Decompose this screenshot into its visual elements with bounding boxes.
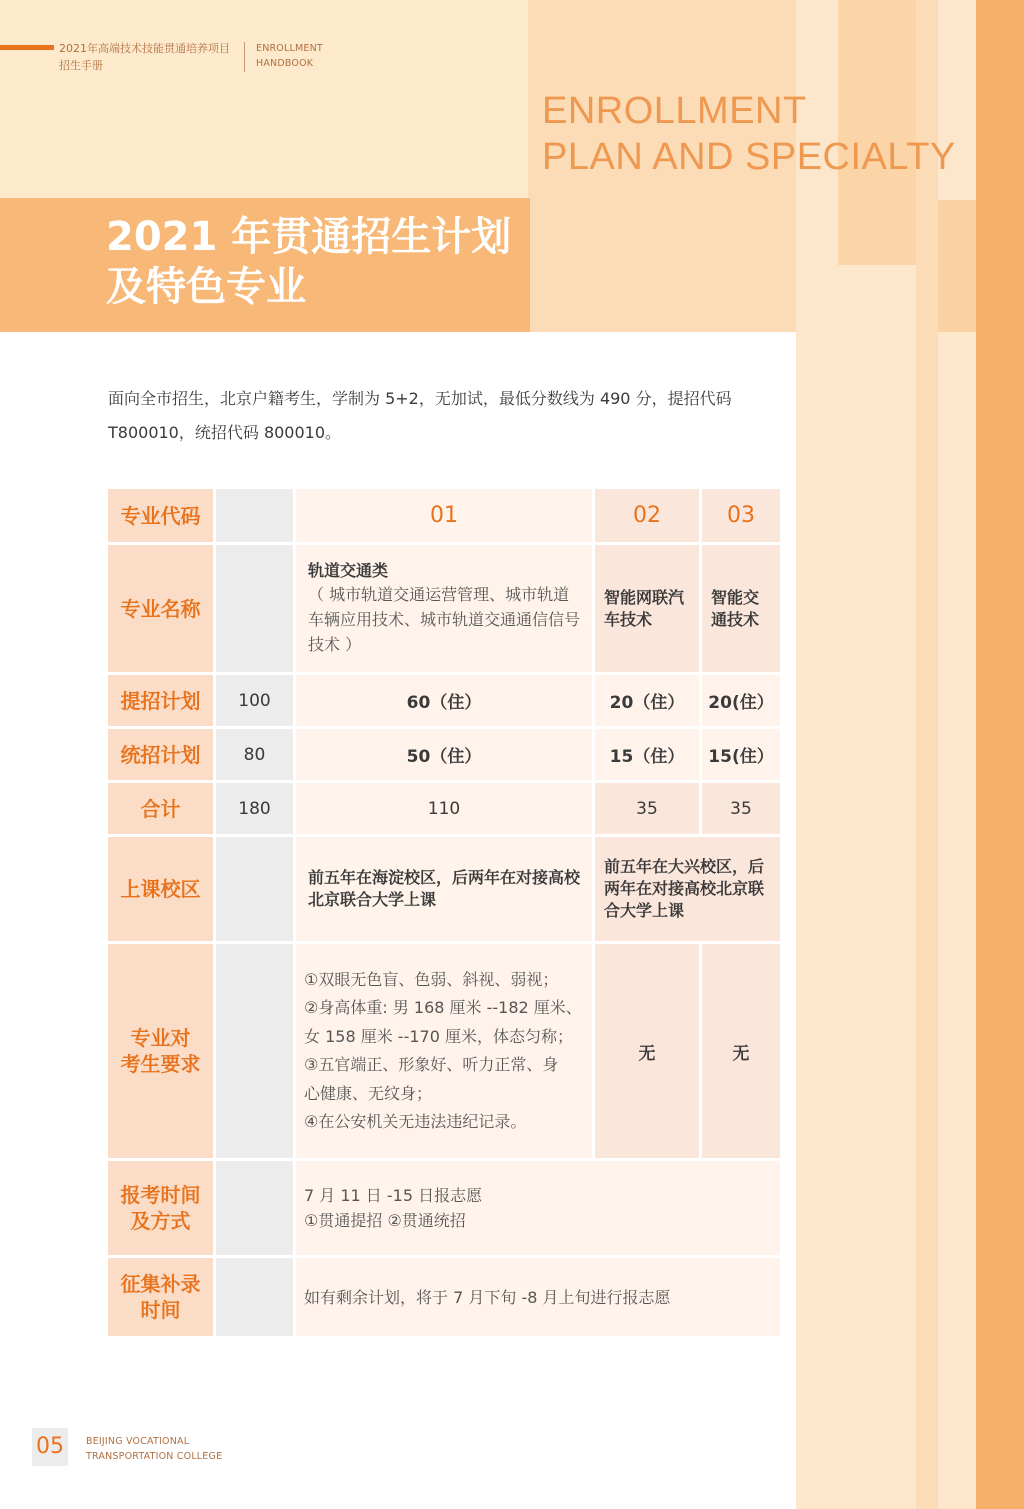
header-accent-line xyxy=(0,45,54,50)
total-cell xyxy=(216,545,293,672)
row-label xyxy=(108,944,213,1158)
major-code: 01 xyxy=(296,489,592,542)
major-name-cell xyxy=(296,545,592,672)
row-label: 合计 xyxy=(108,783,213,834)
plan-cell: 15(住） xyxy=(702,729,780,780)
header-handbook-en xyxy=(256,41,323,71)
section-title-en-line: PLAN AND SPECIALTY xyxy=(542,136,956,178)
total-cell xyxy=(216,1258,293,1336)
major-code: 03 xyxy=(702,489,780,542)
requirement-line: ④在公安机关无违法违纪记录。 xyxy=(304,1112,527,1131)
header-en-line: ENROLLMENT xyxy=(256,43,323,54)
sum-cell: 35 xyxy=(702,783,780,834)
section-title-cn xyxy=(106,212,511,312)
total-cell xyxy=(216,489,293,542)
row-label xyxy=(108,1258,213,1336)
plan-cell: 20(住） xyxy=(702,675,780,726)
college-name xyxy=(86,1434,222,1464)
major-code: 02 xyxy=(595,489,699,542)
collect-cell: 如有剩余计划，将于 7 月下旬 -8 月上旬进行报志愿 xyxy=(296,1258,780,1336)
requirement-line: ①双眼无色盲、色弱、斜视、弱视； xyxy=(304,969,559,989)
total-cell xyxy=(216,837,293,941)
table-row xyxy=(108,1161,780,1255)
section-title-en xyxy=(542,88,956,180)
total-cell xyxy=(216,944,293,1158)
plan-cell: 20（住） xyxy=(595,675,699,726)
requirement-line: ②身高体重: 男 168 厘米 --182 厘米、 xyxy=(304,998,582,1017)
row-label-line: 考生要求 xyxy=(120,1052,201,1076)
row-label-line: 时间 xyxy=(140,1298,181,1322)
header-divider xyxy=(244,42,245,72)
table-row xyxy=(108,729,780,780)
major-detail: （ 城市轨道交通运营管理、城市轨道车辆应用技术、城市轨道交通通信信号技术 ） xyxy=(308,585,581,654)
requirement-line: 心健康、无纹身； xyxy=(304,1083,433,1103)
intro-line: T800010，统招代码 800010。 xyxy=(108,423,342,442)
college-name-line: BEIJING VOCATIONAL xyxy=(86,1436,190,1447)
header-project-title xyxy=(59,40,230,74)
requirements-cell: 无 xyxy=(595,944,699,1158)
section-title-cn-line: 及特色专业 xyxy=(106,264,306,310)
campus-cell: 前五年在大兴校区，后两年在对接高校北京联合大学上课 xyxy=(595,837,780,941)
enrollment-plan-table xyxy=(105,486,783,1339)
college-name-line: TRANSPORTATION COLLEGE xyxy=(86,1451,223,1462)
apply-line: 7 月 11 日 -15 日报志愿 xyxy=(304,1186,483,1205)
table-row xyxy=(108,675,780,726)
decor-stripe xyxy=(938,200,978,332)
header-project-line: 2021年高端技术技能贯通培养项目 xyxy=(59,42,230,55)
row-label-line: 及方式 xyxy=(130,1209,191,1233)
section-title-en-line: ENROLLMENT xyxy=(542,90,807,132)
table-row xyxy=(108,545,780,672)
table-row xyxy=(108,783,780,834)
apply-line: ①贯通提招 ②贯通统招 xyxy=(304,1211,466,1230)
decor-stripe xyxy=(976,0,1024,1509)
table-row xyxy=(108,489,780,542)
page-number: 05 xyxy=(32,1428,68,1466)
intro-line: 面向全市招生，北京户籍考生，学制为 5+2，无加试，最低分数线为 490 分，提招代码 xyxy=(108,389,732,408)
header-background xyxy=(0,0,530,198)
sum-cell: 110 xyxy=(296,783,592,834)
total-cell: 80 xyxy=(216,729,293,780)
campus-cell: 前五年在海淀校区，后两年在对接高校北京联合大学上课 xyxy=(296,837,592,941)
table-row xyxy=(108,837,780,941)
row-label: 专业名称 xyxy=(108,545,213,672)
total-cell: 100 xyxy=(216,675,293,726)
header-en-line: HANDBOOK xyxy=(256,58,314,69)
row-label: 上课校区 xyxy=(108,837,213,941)
total-cell xyxy=(216,1161,293,1255)
table-row xyxy=(108,944,780,1158)
requirements-cell xyxy=(296,944,592,1158)
row-label: 统招计划 xyxy=(108,729,213,780)
requirement-line: 女 158 厘米 --170 厘米，体态匀称； xyxy=(304,1026,573,1046)
major-category: 轨道交通类 xyxy=(308,561,389,580)
intro-paragraph xyxy=(108,382,788,450)
requirement-line: ③五官端正、形象好、听力正常、身 xyxy=(304,1055,559,1074)
row-label: 提招计划 xyxy=(108,675,213,726)
plan-cell: 15（住） xyxy=(595,729,699,780)
table-row xyxy=(108,1258,780,1336)
row-label-line: 报考时间 xyxy=(120,1183,201,1207)
plan-cell: 60（住） xyxy=(296,675,592,726)
row-label-line: 征集补录 xyxy=(120,1272,201,1296)
major-name: 智能交通技术 xyxy=(702,545,780,672)
sum-cell: 35 xyxy=(595,783,699,834)
row-label xyxy=(108,1161,213,1255)
plan-cell: 50（住） xyxy=(296,729,592,780)
header-project-line: 招生手册 xyxy=(59,59,103,72)
row-label-line: 专业对 xyxy=(130,1026,191,1050)
section-title-cn-line: 2021 年贯通招生计划 xyxy=(106,214,512,260)
row-label: 专业代码 xyxy=(108,489,213,542)
total-cell: 180 xyxy=(216,783,293,834)
apply-cell xyxy=(296,1161,780,1255)
major-name: 智能网联汽车技术 xyxy=(595,545,699,672)
requirements-cell: 无 xyxy=(702,944,780,1158)
